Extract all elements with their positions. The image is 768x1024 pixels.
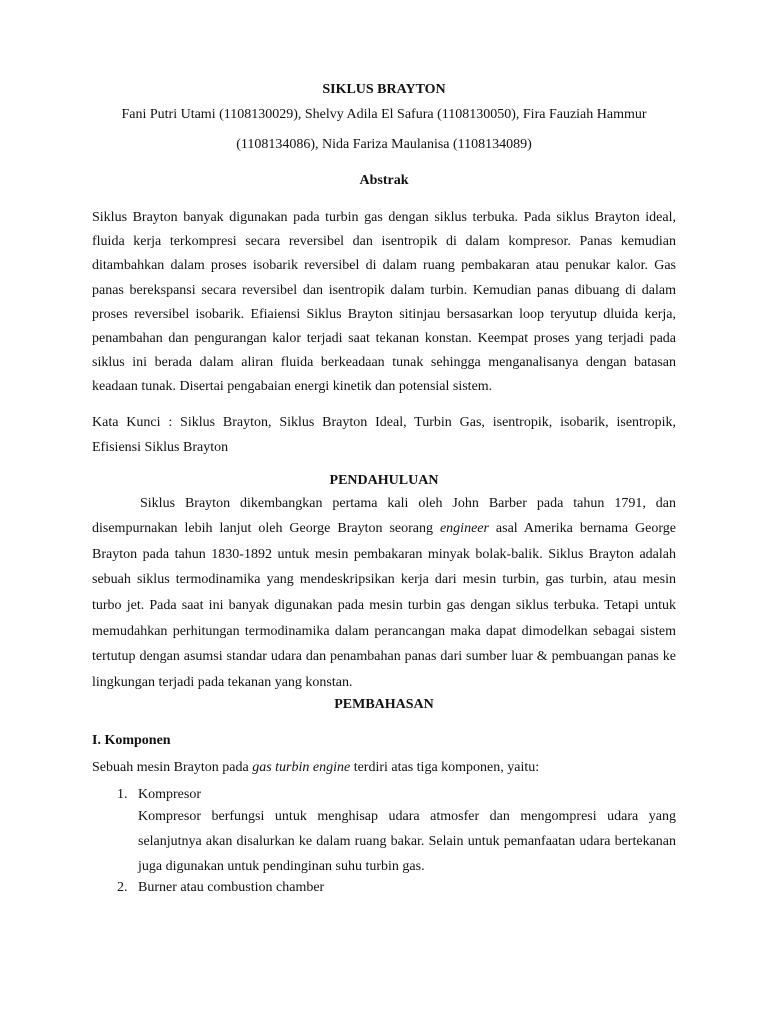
section-intro-italic: gas turbin engine [252,760,351,776]
document-page [92,80,676,897]
section-intro-part2: terdiri atas tiga komponen, yaitu: [350,760,540,776]
abstract-text: Siklus Brayton banyak digunakan pada turbin gas dengan siklus terbuka. Pada siklus Brayton ideal, fluida kerja terkompresi secara reversibel dan isentropik di dalam kompresor. Panas kemudian ditambahkan dalam proses isobarik reversibel di dalam ruang pembakaran atau penukar kalor. Gas panas berekspansi secara reversibel dan isentropik dalam turbin. Kemudian panas dibuang di dalam proses reversibel isobarik. Efiaiensi Siklus Brayton sitinjau bersasarkan loop teryutup dluida kerja, penambahan dan pengurangan kalor terjadi saat tekanan konstan. Keempat proses yang terjadi pada siklus ini berada dalam aliran fluida berkeadaan tunak sehingga menganalisanya dengan batasan keadaan tunak. Disertai pengabaian energi kinetik dan potensial sistem. [92,210,676,395]
pendahuluan-text-part1: Siklus Brayton dikembangkan pertama kali oleh John Barber pada tahun 1791, dan disempurnakan lebih lanjut oleh George Brayton seorang [92,495,676,537]
component-list [92,786,676,897]
keywords: Kata Kunci : Siklus Brayton, Siklus Brayton Ideal, Turbin Gas, isentropik, isobarik, isentropik, Efisiensi Siklus Brayton [92,414,676,455]
pendahuluan-heading: PENDAHULUAN [329,472,439,488]
section-intro-part1: Sebuah mesin Brayton pada [92,760,253,776]
paper-title: SIKLUS BRAYTON [322,82,446,97]
list-item-label: Kompresor [138,787,201,803]
list-item-description: Kompresor berfungsi untuk menghisap udara atmosfer dan mengompresi udara yang selanjutnya akan disalurkan ke dalam ruang bakar. Selain untuk pemanfaatan udara bertekanan juga digunakan untuk pendinginan suhu turbin gas. [138,809,676,875]
pendahuluan-italic-term: engineer [439,521,489,537]
abstract-heading: Abstrak [359,173,409,188]
list-item-number: 2. [117,880,128,896]
list-item-number: 1. [117,787,128,803]
pendahuluan-text-part2: asal Amerika bernama George Brayton pada tahun 1830-1892 untuk mesin pembakaran minyak bolak-balik. Siklus Brayton adalah sebuah siklus termodinamika yang mendeskripsikan kerja dari mesin turbin, gas turbin, atau mesin turbo jet. Pada saat ini banyak digunakan pada mesin turbin gas dengan siklus terbuka. Tetapi untuk memudahkan perhitungan termodinamika dalam perancangan maka dapat dimodelkan sebagai sistem tertutup dengan asumsi standar udara dan penambahan panas dari sumber luar & pembuangan panas ke lingkungan terjadi pada tekanan yang konstan. [92,521,676,690]
section-intro [92,758,676,778]
section-title-komponen: I. Komponen [92,733,171,749]
list-item [92,786,676,879]
pembahasan-heading: PEMBAHASAN [334,697,434,713]
pendahuluan-text [92,491,676,696]
list-item-label: Burner atau combustion chamber [138,880,325,896]
author-list: Fani Putri Utami (1108130029), Shelvy Adila El Safura (1108130050), Fira Fauziah Hammur (1108134086), Nida Fariza Maulanisa (1108134089) [121,107,647,152]
list-item [92,879,676,897]
